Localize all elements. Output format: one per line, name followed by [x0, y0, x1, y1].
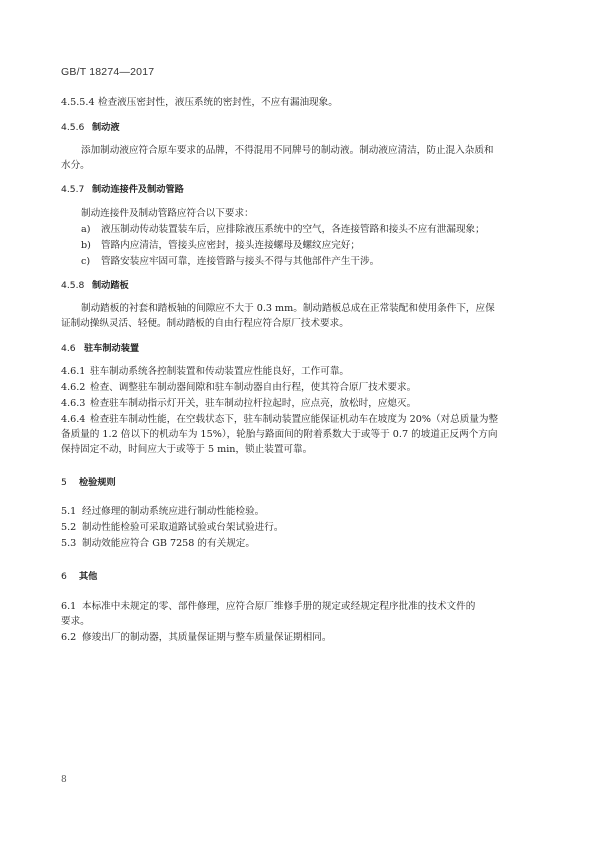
clause-5-heading: [61, 476, 116, 490]
clause-text: 制动性能检验可采取道路试验或台架试验进行。: [82, 522, 284, 533]
clause-4-5-7-heading: [61, 183, 184, 197]
clause-number: 4.6.3: [61, 398, 86, 409]
clause-5-1: [61, 505, 264, 519]
list-marker: b): [81, 240, 91, 251]
clause-number: 6.2: [61, 632, 77, 643]
clause-text: 修竣出厂的制动器，其质量保证期与整车质量保证期相同。: [82, 632, 332, 643]
clause-number: 4.5.7: [61, 184, 85, 195]
paragraph-line: 证制动操纵灵活、轻便。制动踏板的自由行程应符合原厂技术要求。: [61, 318, 349, 329]
list-item: [81, 239, 360, 253]
standard-number-header: GB/T 18274—2017: [61, 66, 155, 78]
paragraph-line: 添加制动液应符合原车要求的品牌，不得混用不同牌号的制动液。制动液应清洁，防止混入杂质和: [81, 145, 494, 156]
clause-number: 4.6.2: [61, 382, 86, 393]
paragraph-line: 要求。: [61, 616, 90, 627]
clause-title: 制动液: [92, 122, 120, 133]
clause-4-6-1: [61, 365, 349, 379]
clause-4-6-3: [61, 397, 416, 411]
list-item-text: 液压制动传动装置装车后，应排除液压系统中的空气，各连接管路和接头不应有泄漏现象；: [101, 224, 485, 235]
list-item: [81, 223, 485, 237]
clause-number: 5.3: [61, 538, 77, 549]
paragraph-line: 制动踏板的衬套和踏板轴的间隙应不大于 0.3 mm。制动踏板总成在正常装配和使用条件下，应保: [81, 303, 495, 314]
clause-6-1: [61, 600, 475, 614]
clause-number: 4.5.6: [61, 122, 85, 133]
clause-title: 制动踏板: [92, 280, 129, 291]
clause-text: 制动效能应符合 GB 7258 的有关规定。: [82, 538, 255, 549]
clause-4-5-5-4: [61, 96, 338, 110]
clause-number: 4.5.5.4: [61, 97, 95, 108]
clause-4-6-4: [61, 413, 498, 427]
clause-number: 5.2: [61, 522, 77, 533]
paragraph-line: 保持固定不动，时间应大于或等于 5 min，锁止装置可靠。: [61, 444, 313, 455]
clause-text: 检查液压密封性，液压系统的密封性，不应有漏油现象。: [98, 97, 338, 108]
clause-number: 5: [61, 477, 67, 488]
clause-number: 4.6: [61, 343, 76, 354]
clause-title: 驻车制动装置: [84, 343, 140, 354]
clause-number: 4.6.4: [61, 414, 86, 425]
clause-number: 6: [61, 571, 67, 582]
clause-4-5-6-heading: [61, 121, 120, 135]
clause-title: 制动连接件及制动管路: [92, 184, 184, 195]
paragraph-line: 制动连接件及制动管路应符合以下要求：: [81, 208, 254, 219]
clause-title: 其他: [79, 571, 98, 582]
clause-6-2: [61, 631, 331, 645]
page-number: 8: [61, 775, 67, 785]
clause-text: 驻车制动系统各控制装置和传动装置应性能良好，工作可靠。: [90, 366, 350, 377]
list-item-text: 管路内应清洁，管接头应密封，接头连接螺母及螺纹应完好；: [101, 240, 361, 251]
clause-5-3: [61, 537, 255, 551]
clause-text: 检查、调整驻车制动器间隙和驻车制动器自由行程，使其符合原厂技术要求。: [90, 382, 417, 393]
clause-4-5-8-heading: [61, 279, 129, 293]
paragraph-line: 水分。: [61, 160, 90, 171]
clause-number: 4.5.8: [61, 280, 85, 291]
paragraph-line: 备质量的 1.2 倍以下的机动车为 15%），轮胎与路面间的附着系数大于或等于 0.7 的坡道正反两个方向: [61, 429, 498, 440]
list-item: [81, 255, 379, 269]
list-item-text: 管路安装应牢固可靠，连接管路与接头不得与其他部件产生干涉。: [101, 256, 380, 267]
clause-5-2: [61, 521, 283, 535]
clause-number: 4.6.1: [61, 366, 86, 377]
list-marker: c): [81, 256, 91, 267]
clause-title: 检验规则: [79, 477, 116, 488]
clause-text: 检查驻车制动性能，在空载状态下，驻车制动装置应能保证机动车在坡度为 20%（对总质量为整: [90, 414, 499, 425]
clause-4-6-2: [61, 381, 416, 395]
list-marker: a): [81, 224, 91, 235]
clause-6-heading: [61, 570, 97, 584]
clause-text: 经过修理的制动系统应进行制动性能检验。: [82, 506, 265, 517]
clause-text: 本标准中未规定的零、部件修理，应符合原厂维修手册的规定或经规定程序批准的技术文件的: [82, 601, 476, 612]
clause-text: 检查驻车制动指示灯开关，驻车制动拉杆拉起时，应点亮，放松时，应熄灭。: [90, 398, 417, 409]
clause-number: 5.1: [61, 506, 77, 517]
clause-4-6-heading: [61, 342, 139, 356]
clause-number: 6.1: [61, 601, 77, 612]
